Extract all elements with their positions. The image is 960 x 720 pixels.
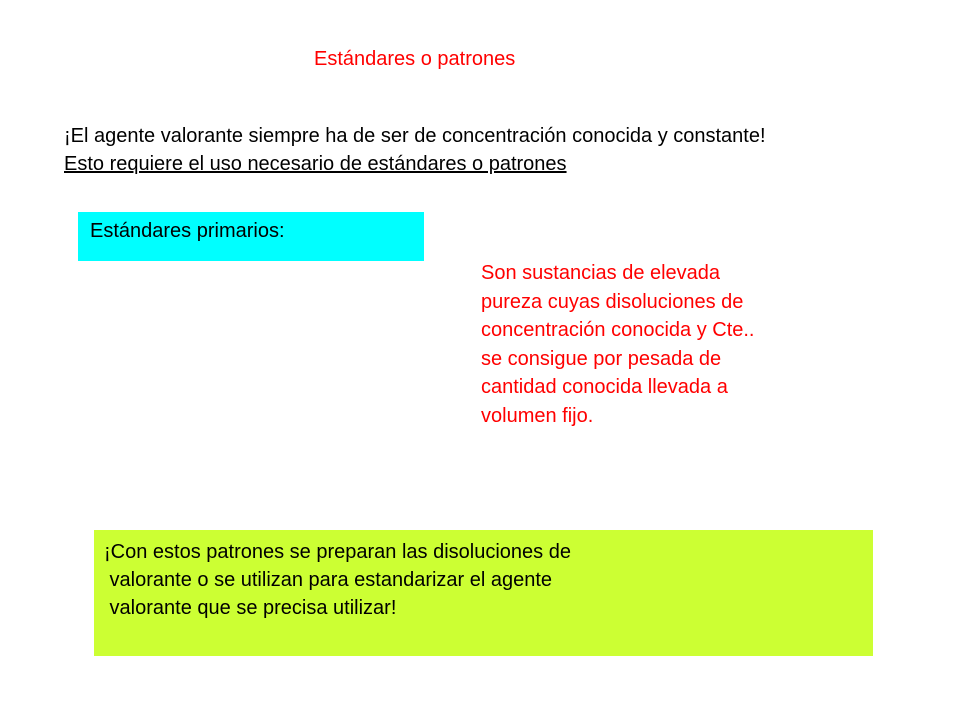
definition-line: concentración conocida y Cte.. bbox=[481, 319, 755, 341]
note-line: ¡Con estos patrones se preparan las disoluciones de bbox=[104, 541, 571, 563]
note-line: valorante o se utilizan para estandarizar el agente bbox=[104, 569, 553, 591]
intro-line-2: Esto requiere el uso necesario de estándares o patrones bbox=[64, 153, 567, 175]
definition-line: cantidad conocida llevada a bbox=[481, 376, 728, 398]
intro-line-1: ¡El agente valorante siempre ha de ser de concentración conocida y constante! bbox=[64, 125, 766, 147]
definition-line: Son sustancias de elevada bbox=[481, 262, 721, 284]
definition-text bbox=[481, 259, 811, 430]
note-line: valorante que se precisa utilizar! bbox=[104, 597, 397, 619]
note-box bbox=[94, 530, 873, 656]
definition-line: se consigue por pesada de bbox=[481, 347, 722, 370]
slide-title: Estándares o patrones bbox=[314, 48, 516, 70]
primary-standards-box bbox=[78, 212, 424, 261]
definition-line: volumen fijo. bbox=[481, 404, 594, 427]
definition-line: pureza cuyas disoluciones de bbox=[481, 290, 744, 313]
primary-standards-label: Estándares primarios: bbox=[90, 220, 285, 242]
intro-text bbox=[64, 122, 766, 178]
